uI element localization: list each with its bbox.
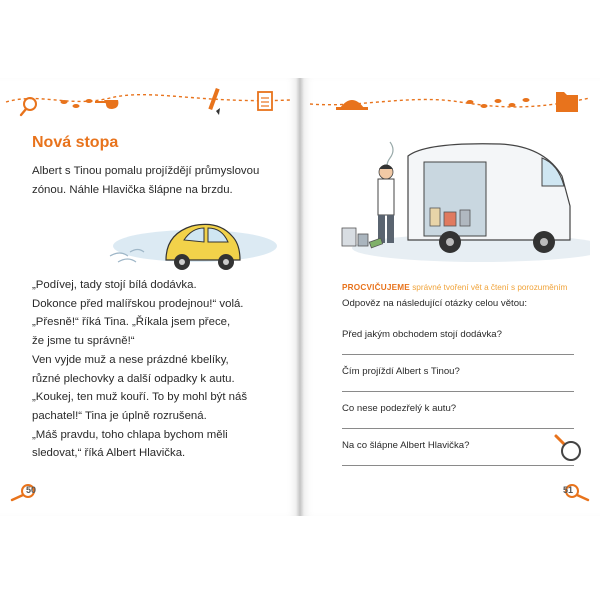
text-line: „Podívej, tady stojí bílá dodávka. [32, 279, 197, 291]
question-3: Co nese podezřelý k autu? [342, 403, 457, 414]
left-page [0, 78, 300, 516]
question-2: Čím projíždí Albert s Tinou? [342, 366, 460, 377]
question-1: Před jakým obchodem stojí dodávka? [342, 329, 502, 340]
answer-line-4[interactable] [342, 465, 574, 466]
exercise-instruction: Odpověz na následující otázky celou větou: [342, 298, 528, 309]
text-line: „Máš pravdu, toho chlapa bychom měli [32, 428, 228, 441]
intro-paragraph [32, 162, 259, 199]
answer-line-2[interactable] [342, 391, 574, 392]
book-spine [296, 78, 304, 516]
exercise-heading [342, 283, 567, 292]
open-book [0, 78, 600, 516]
yellow-car-illustration [100, 206, 280, 278]
page-title: Nová stopa [32, 134, 119, 151]
answer-line-3[interactable] [342, 428, 574, 429]
text-line: Ven vyjde muž a nese prázdné kbelíky, [32, 353, 229, 366]
answer-line-1[interactable] [342, 354, 574, 355]
right-header-decoration [300, 78, 600, 128]
page-number: 51 [563, 485, 574, 495]
smoking-pipe-icon [95, 100, 118, 109]
right-page [300, 78, 600, 516]
magnifier-icon [21, 98, 36, 115]
exercise-heading-bold: PROCVIČUJEME [342, 283, 410, 292]
text-line: sledovat,“ říká Albert Hlavička. [32, 447, 186, 460]
text-line: „Přesně!“ říká Tina. „Říkala jsem přece, [32, 316, 231, 329]
text-line: Dokonce před malířskou prodejnou!“ volá. [32, 297, 244, 310]
text-line: Albert s Tinou pomalu projíždějí průmyslovou [32, 165, 260, 177]
left-header-decoration [0, 78, 300, 128]
pencil-icon [208, 88, 220, 115]
text-line: různé plechovky a další odpadky k autu. [32, 372, 235, 385]
story-paragraph [32, 276, 247, 463]
van-and-man-illustration [330, 136, 590, 270]
exercise-heading-rest: správné tvoření vět a čtení s porozuměním [409, 283, 568, 292]
page-number: 50 [26, 485, 37, 495]
magnifier-icon [550, 432, 584, 464]
text-line: „Koukej, ten muž kouří. To by mohl být náš [32, 391, 248, 404]
footprints-icon [61, 99, 93, 108]
notepad-icon [258, 92, 272, 110]
folder-icon [556, 92, 578, 112]
text-line: že jsme tu správně!“ [32, 335, 135, 348]
text-line: pachatel!“ Tina je úplně rozrušená. [32, 409, 207, 422]
text-line: zónou. Náhle Hlavička šlápne na brzdu. [32, 183, 233, 196]
question-4: Na co šlápne Albert Hlavička? [342, 440, 470, 451]
